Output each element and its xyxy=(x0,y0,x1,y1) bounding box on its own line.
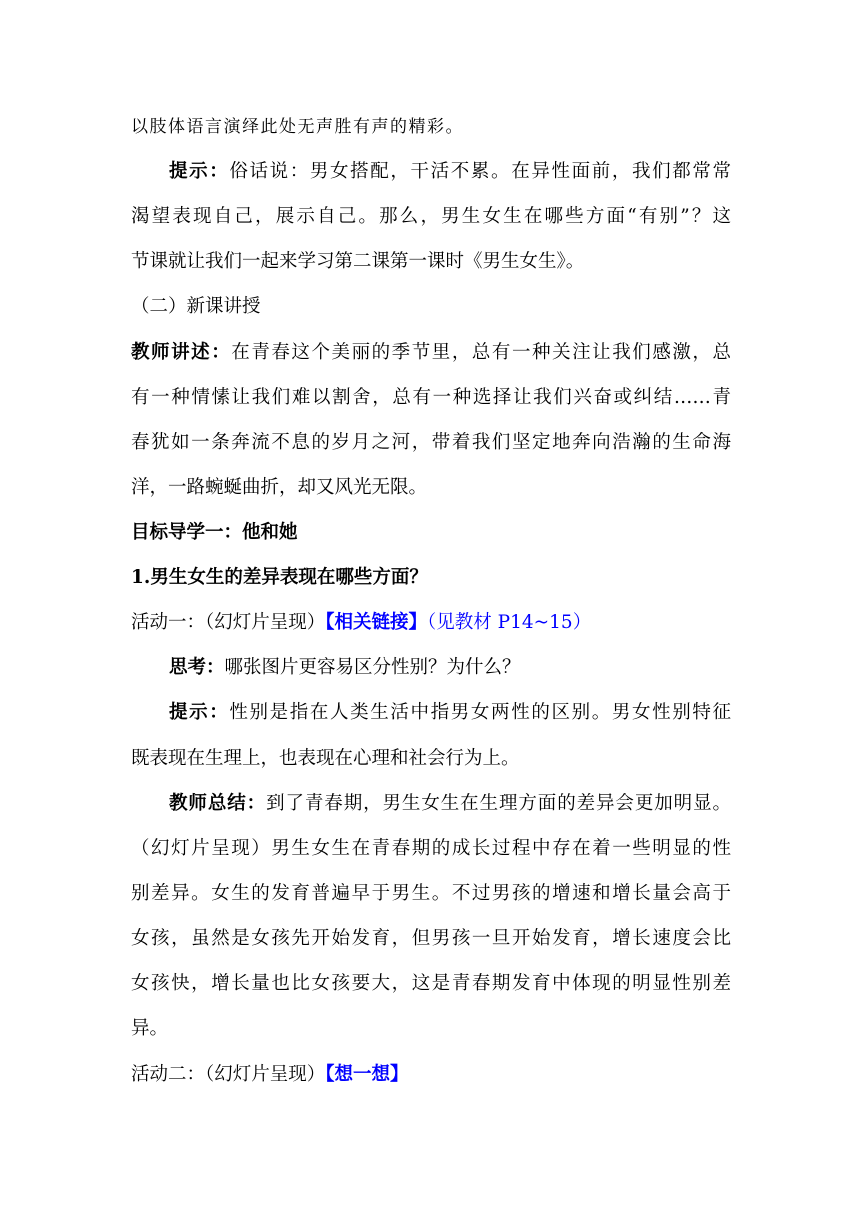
line-text: 哪张图片更容易区分性别？为什么？ xyxy=(224,657,521,678)
line-text: （幻灯片呈现）男生女生在青春期的成长过程中存在着一些明显的性 xyxy=(131,838,731,859)
line-text: 目标导学一：他和她 xyxy=(131,522,298,543)
paragraph-line xyxy=(131,836,731,862)
line-text: 女孩，虽然是女孩先开始发育，但男孩一旦开始发育，增长速度会比 xyxy=(131,928,731,949)
hint-paragraph xyxy=(169,700,731,726)
line-text: （二）新课讲授 xyxy=(131,296,261,317)
paragraph-line xyxy=(131,1016,731,1042)
line-text: 有一种情愫让我们难以割舍，总有一种选择让我们兴奋或纠结……青 xyxy=(131,387,731,408)
line-text: 洋，一路蜿蜒曲折，却又风光无限。 xyxy=(131,477,428,498)
line-text: 既表现在生理上，也表现在心理和社会行为上。 xyxy=(131,748,520,769)
goal-heading xyxy=(131,520,731,546)
line-text: 在青春这个美丽的季节里，总有一种关注让我们感激，总 xyxy=(231,342,731,363)
activity-label: 活动一：（幻灯片呈现） xyxy=(131,612,326,633)
think-it-over-link[interactable]: 【想一想】 xyxy=(325,1064,409,1085)
paragraph-line xyxy=(131,971,731,997)
teacher-summary-label: 教师总结： xyxy=(169,793,267,814)
line-text: 节课就让我们一起来学习第二课第一课时《男生女生》。 xyxy=(131,251,585,272)
question-heading xyxy=(131,565,731,591)
paragraph-line xyxy=(131,430,731,456)
teacher-summary xyxy=(169,791,731,817)
line-text: 俗话说：男女搭配，干活不累。在异性面前，我们都常常 xyxy=(229,161,731,182)
activity-two-line xyxy=(131,1062,731,1088)
hint-paragraph xyxy=(169,159,731,185)
line-text: 春犹如一条奔流不息的岁月之河，带着我们坚定地奔向浩瀚的生命海 xyxy=(131,432,731,453)
paragraph-line xyxy=(131,881,731,907)
textbook-reference: （见教材 P14~15） xyxy=(427,612,592,633)
line-text: 别差异。女生的发育普遍早于男生。不过男孩的增速和增长量会高于 xyxy=(131,883,731,904)
paragraph-line xyxy=(131,746,731,772)
section-heading xyxy=(131,294,731,320)
paragraph-line xyxy=(131,385,731,411)
related-link[interactable]: 【相关链接】 xyxy=(325,612,428,633)
hint-label: 提示： xyxy=(169,161,230,182)
paragraph-line xyxy=(131,204,731,230)
activity-one-line xyxy=(131,610,731,636)
line-text: 女孩快，增长量也比女孩要大，这是青春期发育中体现的明显性别差 xyxy=(131,973,731,994)
line-text: 1.男生女生的差异表现在哪些方面？ xyxy=(131,567,428,588)
hint-label: 提示： xyxy=(169,702,230,723)
paragraph-line xyxy=(131,114,731,140)
teacher-narration xyxy=(131,340,731,366)
think-label: 思考： xyxy=(169,657,225,678)
activity-label: 活动二：（幻灯片呈现） xyxy=(131,1064,326,1085)
teacher-narration-label: 教师讲述： xyxy=(131,342,232,363)
paragraph-line xyxy=(131,475,731,501)
line-text: 性别是指在人类生活中指男女两性的区别。男女性别特征 xyxy=(229,702,731,723)
line-text: 以肢体语言演绎此处无声胜有声的精彩。 xyxy=(131,117,464,137)
line-text: 异。 xyxy=(131,1018,169,1039)
think-line xyxy=(169,655,731,681)
paragraph-line xyxy=(131,926,731,952)
line-text: 到了青春期，男生女生在生理方面的差异会更加明显。 xyxy=(266,793,731,814)
paragraph-line xyxy=(131,249,731,275)
line-text: 渴望表现自己，展示自己。那么，男生女生在哪些方面“有别”？这 xyxy=(131,206,731,227)
